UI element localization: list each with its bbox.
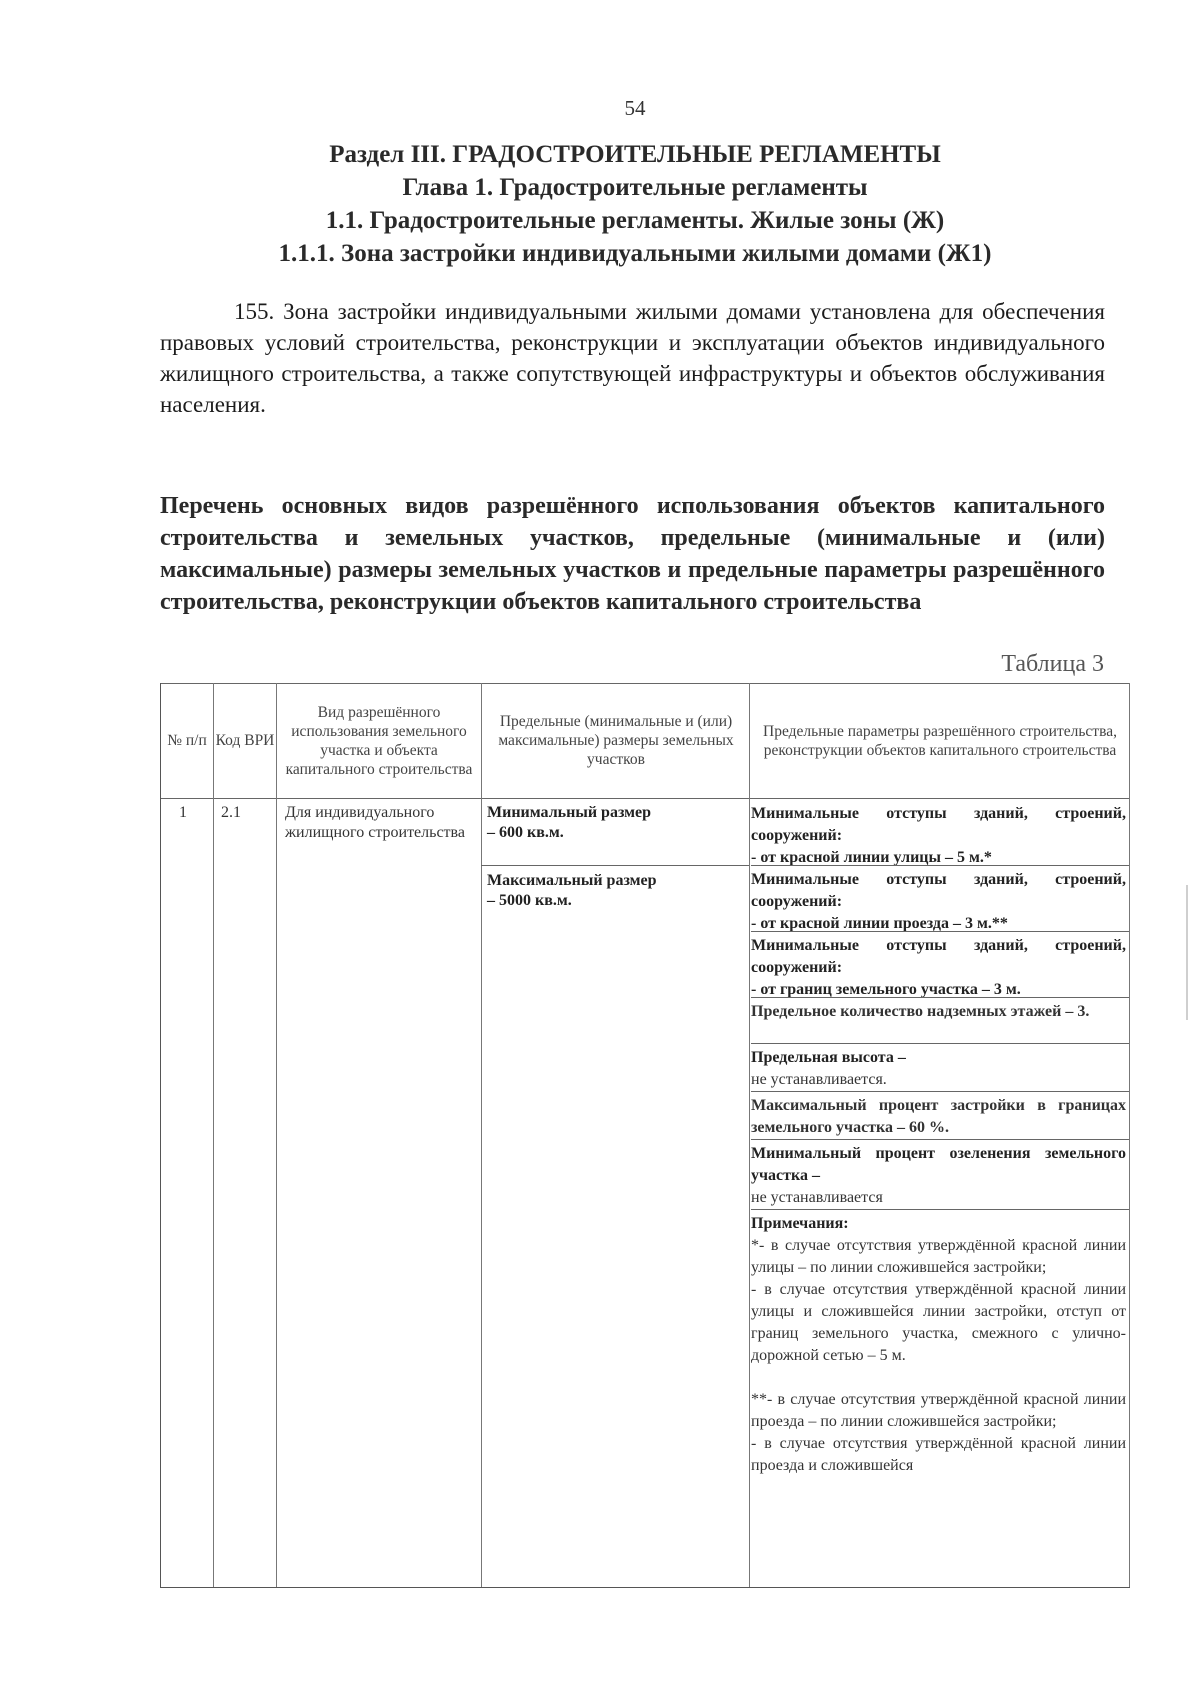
note-1: *- в случае отсутствия утверждённой красной линии улицы – по линии сложившейся застройки; — [751, 1237, 1126, 1276]
param-divider — [751, 1091, 1129, 1092]
param-7-value: не устанавливается — [751, 1189, 883, 1206]
param-4: Предельное количество надземных этажей – 3. — [751, 1003, 1090, 1020]
col-divider-3 — [481, 683, 482, 1587]
scan-edge-mark — [1186, 885, 1188, 1020]
col-divider-2 — [276, 683, 277, 1587]
regulations-table — [160, 683, 1130, 1588]
param-3-title: Минимальные отступы зданий, строений, сооружений: — [751, 937, 1126, 976]
param-5 — [751, 1047, 1126, 1091]
header-num: № п/п — [167, 732, 207, 749]
param-2-value: - от красной линии проезда – 3 м.** — [751, 915, 1008, 932]
list-title: Перечень основных видов разрешённого использования объектов капитального строительства и земельных участков, предельные (минимальные и (или) максимальные) размеры земельных участков и предельные параметры разрешённого строительства, реконструкции объектов капитального строительства — [160, 493, 1105, 615]
header-kind: Вид разрешённого использования земельного участка и объекта капитального строительства — [285, 703, 473, 778]
headings-block — [160, 138, 1110, 270]
param-divider — [751, 997, 1129, 998]
param-divider — [751, 931, 1129, 932]
subsection-title: 1.1. Градостроительные регламенты. Жилые зоны (Ж) — [325, 207, 945, 234]
header-sizes: Предельные (минимальные и (или) максимальные) размеры земельных участков — [498, 713, 734, 768]
row-max-size: Максимальный размер – 5000 кв.м. — [487, 872, 657, 909]
param-divider — [751, 1139, 1129, 1140]
notes-title: Примечания: — [751, 1215, 849, 1232]
param-divider — [751, 865, 1129, 866]
page-number: 54 — [624, 96, 646, 120]
param-5-title: Предельная высота – — [751, 1049, 906, 1066]
header-bottom-border — [161, 798, 1130, 799]
row-min-size: Минимальный размер – 600 кв.м. — [487, 804, 652, 841]
zone-paragraph — [160, 296, 1105, 420]
param-3-value: - от границ земельного участка – 3 м. — [751, 981, 1021, 998]
notes-block — [751, 1213, 1126, 1477]
row-kind: Для индивидуального жилищного строительства — [285, 804, 465, 841]
param-6: Максимальный процент застройки в границах земельного участка – 60 %. — [751, 1097, 1126, 1136]
param-7 — [751, 1143, 1126, 1209]
param-3 — [751, 935, 1126, 1001]
col-divider-4 — [749, 683, 750, 1587]
row-num: 1 — [179, 804, 187, 821]
param-2 — [751, 869, 1126, 935]
param-2-title: Минимальные отступы зданий, строений, сооружений: — [751, 871, 1126, 910]
section-title: Раздел III. ГРАДОСТРОИТЕЛЬНЫЕ РЕГЛАМЕНТЫ — [329, 141, 941, 168]
zone-title: 1.1.1. Зона застройки индивидуальными жилыми домами (Ж1) — [278, 240, 992, 267]
col-divider-5 — [1129, 683, 1130, 1587]
table-label: Таблица 3 — [1001, 651, 1104, 677]
note-3: **- в случае отсутствия утверждённой красной линии проезда – по линии сложившейся застройки; — [751, 1391, 1126, 1430]
param-1-title: Минимальные отступы зданий, строений, сооружений: — [751, 805, 1126, 844]
size-divider — [481, 865, 749, 866]
note-4: - в случае отсутствия утверждённой красной линии проезда и сложившейся — [751, 1435, 1126, 1474]
col-divider-1 — [213, 683, 214, 1587]
paragraph-rest: для обеспечения правовых условий строительства, реконструкции и эксплуатации объектов индивидуального жилищного строительства, а также сопутствующей инфраструктуры и объектов обслуживания населения. — [160, 299, 1105, 417]
param-5-value: не устанавливается. — [751, 1071, 887, 1088]
param-1-value: - от красной линии улицы – 5 м.* — [751, 849, 992, 866]
chapter-title: Глава 1. Градостроительные регламенты — [402, 174, 868, 201]
paragraph-first-line: 155. Зона застройки индивидуальными жилыми домами установлена — [234, 299, 931, 324]
param-1 — [751, 803, 1126, 869]
header-params: Предельные параметры разрешённого строительства, реконструкции объектов капитального строительства — [763, 722, 1117, 759]
note-2: - в случае отсутствия утверждённой красной линии улицы и сложившейся линии застройки, отступ от границ земельного участка, смежного с улично-дорожной сетью – 5 м. — [751, 1281, 1126, 1364]
row-code: 2.1 — [221, 804, 241, 821]
header-code: Код ВРИ — [215, 732, 275, 749]
param-7-title: Минимальный процент озеленения земельного участка – — [751, 1145, 1126, 1184]
param-divider — [751, 1209, 1129, 1210]
param-divider — [751, 1043, 1129, 1044]
